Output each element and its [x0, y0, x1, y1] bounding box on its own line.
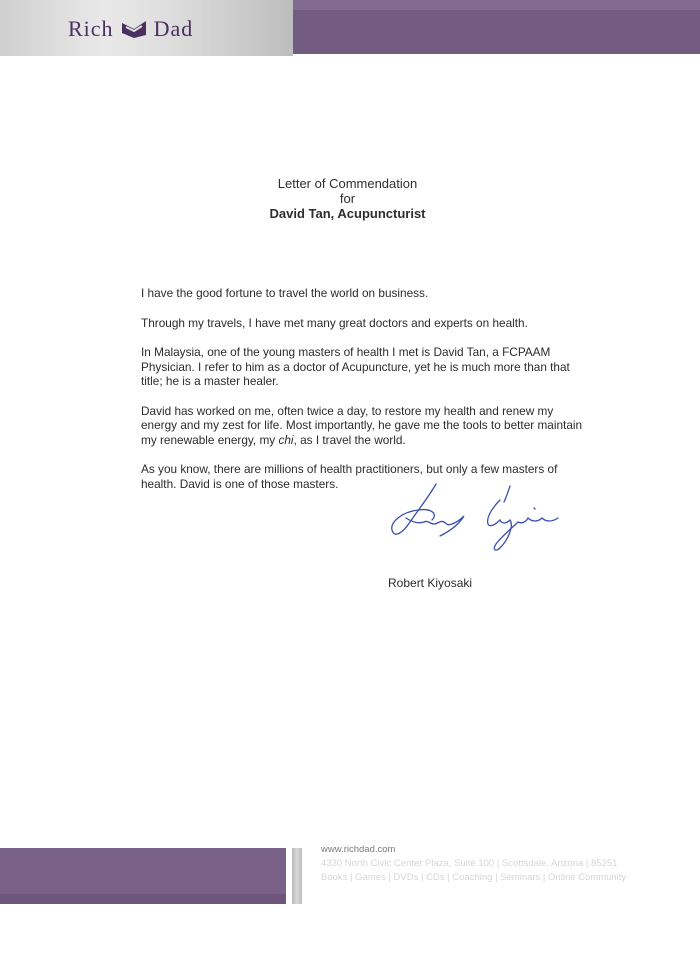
logo-word-rich: [68, 16, 114, 42]
paragraph-2: Through my travels, I have met many great doctors and experts on health.: [141, 315, 528, 330]
logo-emblem-icon: [120, 19, 148, 39]
paragraph-1: I have the good fortune to travel the world on business.: [141, 286, 429, 300]
paragraph-4-part-a: David has worked on me, often twice a day, to restore my health and renew my energy and my zest for life. Most importantly, he gave me the tools to better maintain my renewable energy, my: [141, 403, 583, 447]
paragraph-4-part-b: , as I travel the world.: [293, 432, 406, 447]
header-color-band: [293, 0, 700, 54]
footer-color-band: [0, 848, 286, 904]
footer-divider: [292, 848, 302, 904]
paragraph-4: [141, 404, 591, 448]
paragraph-3: In Malaysia, one of the young masters of health I met is David Tan, a FCPAAM Physician. I refer to him as a doctor of Acupuncture, yet he is much more than that title; he is a master healer.: [141, 345, 570, 388]
logo-word-rich-text: Rich: [68, 16, 114, 41]
header-logo-band: [0, 0, 293, 56]
logo-word-dad: Dad: [153, 16, 194, 41]
paragraph-4-emphasis: chi: [278, 432, 294, 447]
footer-stripe: [0, 894, 286, 904]
letter-body: [141, 286, 591, 506]
title-recipient: David Tan, Acupuncturist: [269, 206, 426, 221]
title-line-2: for: [339, 191, 356, 206]
title-line-1: Letter of Commendation: [277, 176, 418, 191]
paragraph-5: As you know, there are millions of health practitioners, but only a few masters of health. David is one of those masters.: [141, 462, 558, 491]
footer-address: 4330 North Civic Center Plaza, Suite 100 | Scottsdale, Arizona | 85251: [321, 858, 618, 869]
signer-name: Robert Kiyosaki: [388, 576, 473, 590]
header-stripe: [293, 0, 700, 10]
handwritten-signature: [388, 478, 568, 558]
footer-contact: [321, 843, 626, 885]
letter-title: [160, 176, 535, 221]
footer-website-link[interactable]: www.richdad.com: [321, 844, 396, 855]
rich-dad-logo: [68, 17, 193, 41]
footer-links: Books | Games | DVDs | CDs | Coaching | Seminars | Online Community: [321, 872, 627, 883]
